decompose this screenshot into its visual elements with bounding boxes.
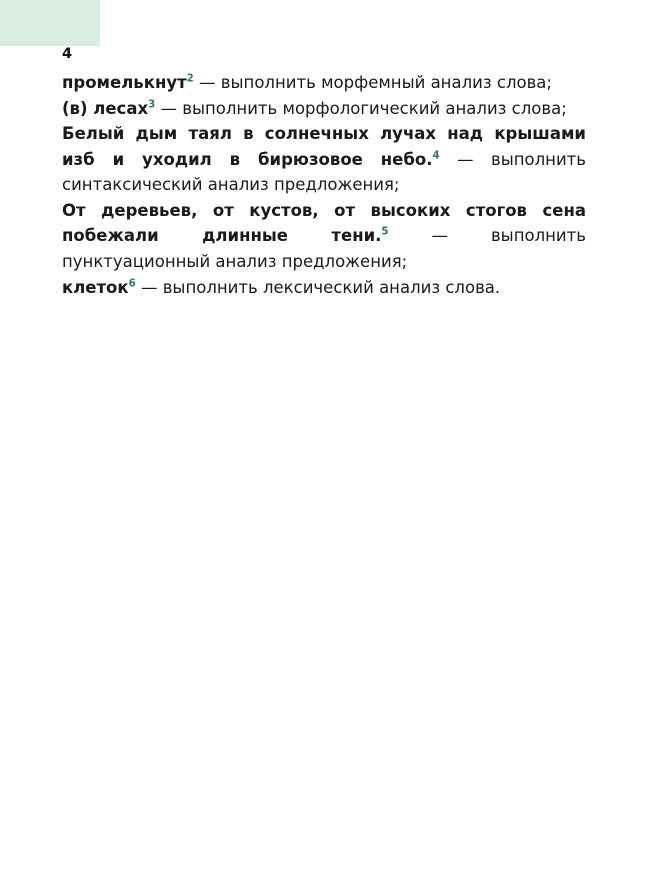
paragraph-lexical-analysis <box>62 275 586 301</box>
paragraph-morphemic-analysis <box>62 70 586 96</box>
em-dash: — <box>457 149 474 169</box>
footnote-marker: 2 <box>186 73 194 85</box>
task-term: Белый дым таял в солнечных лучах над крышами изб и уходил в бирюзовое небо. <box>62 124 586 169</box>
page-number: 4 <box>62 46 73 62</box>
paragraph-syntactic-analysis <box>62 121 586 198</box>
footnote-marker: 5 <box>381 226 389 238</box>
em-dash: — <box>199 73 216 92</box>
task-term: (в) лесах <box>62 98 149 118</box>
page-content <box>62 70 586 300</box>
footnote-marker: 6 <box>128 278 136 289</box>
task-term: клеток <box>62 277 129 297</box>
task-description: выполнить пунктуационный анализ предложения; <box>62 226 586 271</box>
paragraph-morphological-analysis <box>62 96 586 122</box>
em-dash: — <box>160 98 177 118</box>
task-description: выполнить морфологический анализ слова; <box>182 98 567 118</box>
task-description: выполнить морфемный анализ слова; <box>220 73 552 92</box>
footnote-marker: 4 <box>432 150 440 162</box>
task-description: выполнить лексический анализ слова. <box>162 277 501 297</box>
task-term: промелькнут <box>62 73 187 92</box>
em-dash: — <box>140 277 158 297</box>
footnote-marker: 3 <box>148 99 156 111</box>
em-dash: — <box>431 226 448 246</box>
task-description: выполнить синтаксический анализ предложения; <box>62 149 586 195</box>
task-term: От деревьев, от кустов, от высоких стогов сена побежали длинные тени. <box>62 200 586 246</box>
paragraph-punctuation-analysis <box>62 198 586 275</box>
decorative-corner-block <box>0 0 100 46</box>
